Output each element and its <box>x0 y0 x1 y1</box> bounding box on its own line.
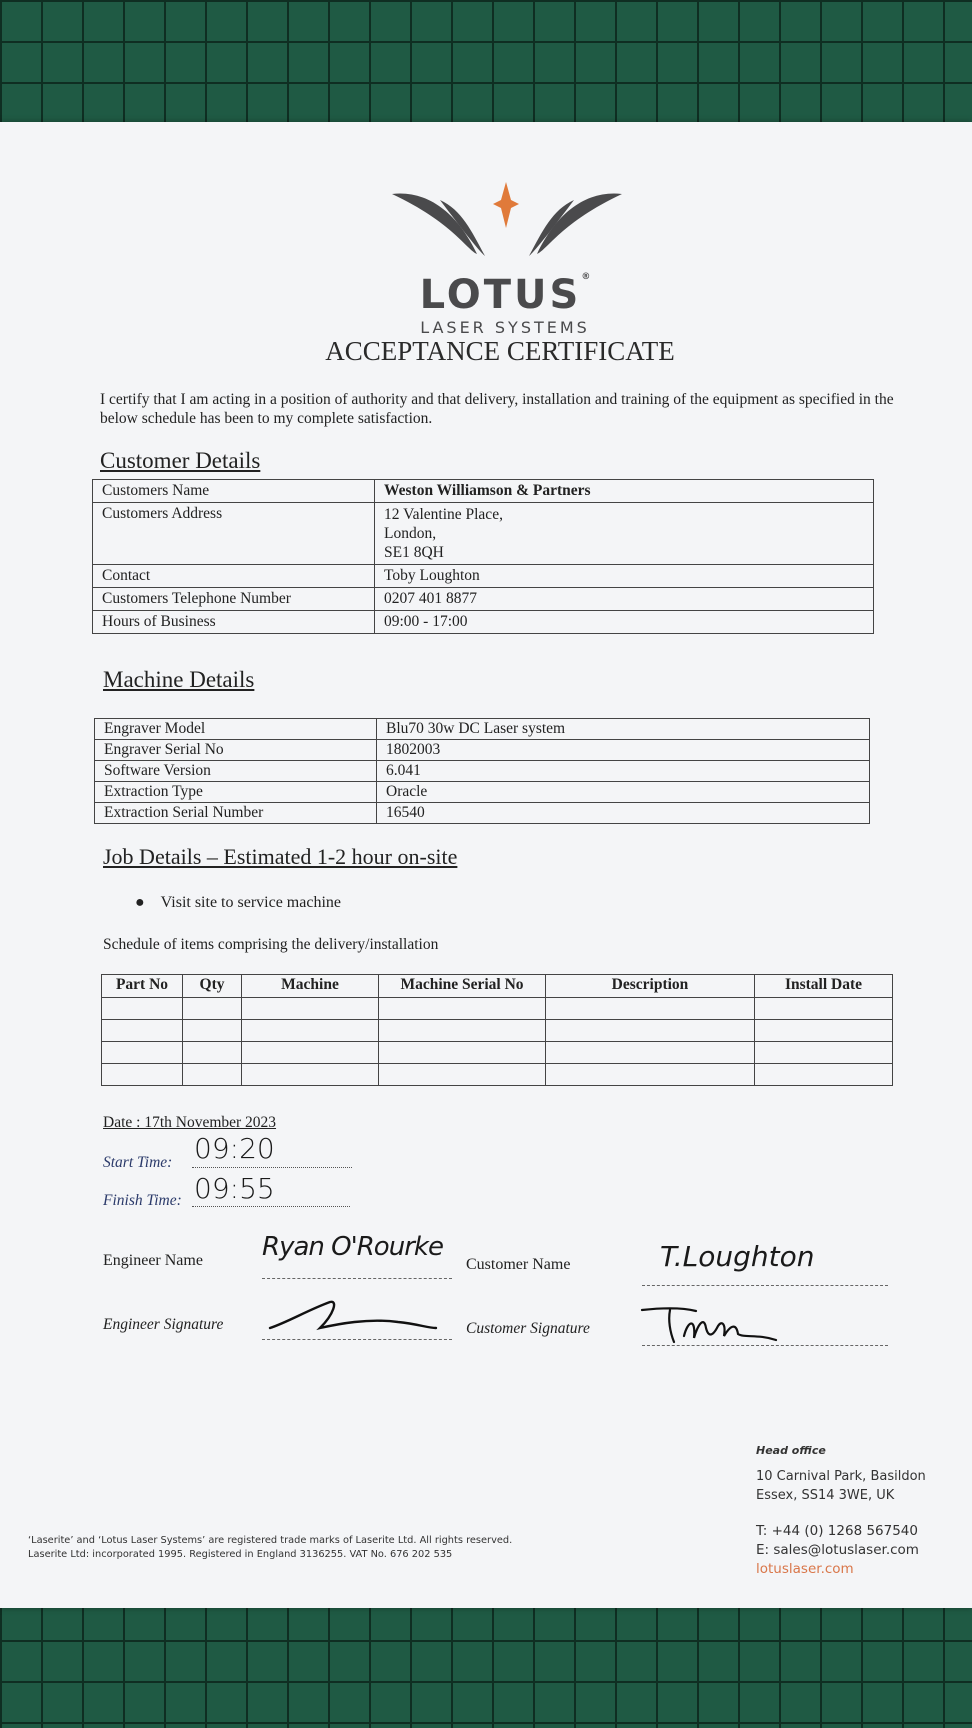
table-row <box>93 503 874 565</box>
table-row <box>95 782 870 803</box>
table-row <box>95 761 870 782</box>
schedule-caption: Schedule of items comprising the delivery/installation <box>103 936 439 953</box>
legal-notice: ‘Laserite’ and ‘Lotus Laser Systems’ are registered trade marks of Laserite Ltd. All rights reserved. Laserite Ltd: incorporated 1995. Registered in England 3136255. VAT No. 676 202 535 <box>28 1535 513 1560</box>
table-cell: Software Version <box>95 761 377 782</box>
customer-name-line <box>642 1284 888 1286</box>
table-row <box>93 588 874 611</box>
table-cell: 16540 <box>377 803 870 824</box>
finish-time-label: Finish Time: <box>103 1192 182 1209</box>
customer-details-heading: Customer Details <box>100 448 261 473</box>
column-header: Install Date <box>755 975 893 998</box>
bullet-icon: ● <box>135 894 145 911</box>
engineer-name-label: Engineer Name <box>103 1252 203 1269</box>
date-line: Date : 17th November 2023 <box>103 1114 277 1131</box>
table-row <box>102 998 893 1020</box>
lotus-logo-icon <box>392 162 622 262</box>
table-row <box>93 565 874 588</box>
table-cell: Customers Telephone Number <box>93 588 375 611</box>
table-cell: Customers Name <box>93 480 375 503</box>
start-time-line <box>192 1166 352 1168</box>
table-cell: Extraction Serial Number <box>95 803 377 824</box>
table-cell: Extraction Type <box>95 782 377 803</box>
certification-statement: I certify that I am acting in a position of authority and that delivery, installation and training of the equipment as specified in the below schedule has been to my complete satisfaction. <box>100 391 894 427</box>
table-cell: 09:00 - 17:00 <box>375 611 874 634</box>
customer-name-value: T.Loughton <box>660 1240 815 1273</box>
table-row <box>95 719 870 740</box>
head-office-label: Head office <box>756 1444 826 1457</box>
table-row <box>102 1042 893 1064</box>
start-time-label: Start Time: <box>103 1154 173 1171</box>
column-header: Qty <box>183 975 242 998</box>
customer-details-table <box>92 479 874 634</box>
table-cell: Engraver Serial No <box>95 740 377 761</box>
customer-signature-mark <box>640 1302 790 1348</box>
table-cell: 1802003 <box>377 740 870 761</box>
schedule-table <box>101 974 893 1086</box>
table-row <box>93 611 874 634</box>
table-cell: Engraver Model <box>95 719 377 740</box>
brand-name: LOTUS® <box>419 272 591 318</box>
engineer-signature-label: Engineer Signature <box>103 1316 224 1333</box>
start-time-value: 09:20 <box>194 1132 275 1165</box>
table-header-row <box>102 975 893 998</box>
table-row <box>95 803 870 824</box>
table-cell: Oracle <box>377 782 870 803</box>
engineer-signature-line <box>262 1338 452 1340</box>
column-header: Machine Serial No <box>379 975 546 998</box>
certificate-page <box>0 122 972 1608</box>
table-cell: 0207 401 8877 <box>375 588 874 611</box>
engineer-name-value: Ryan O'Rourke <box>262 1232 443 1262</box>
list-item: ● Visit site to service machine <box>135 894 341 911</box>
column-header: Machine <box>242 975 379 998</box>
finish-time-value: 09:55 <box>194 1172 275 1205</box>
engineer-name-line <box>262 1277 452 1279</box>
column-header: Part No <box>102 975 183 998</box>
phone-number: T: +44 (0) 1268 567540 <box>756 1523 918 1539</box>
job-details-heading: Job Details – Estimated 1-2 hour on-site <box>103 844 458 869</box>
column-header: Description <box>546 975 755 998</box>
contact-details <box>756 1522 919 1579</box>
table-cell: Weston Williamson & Partners <box>375 480 874 503</box>
table-cell: Blu70 30w DC Laser system <box>377 719 870 740</box>
table-cell: Toby Loughton <box>375 565 874 588</box>
engineer-signature-mark <box>268 1294 438 1338</box>
machine-details-table <box>94 718 870 824</box>
page-title: ACCEPTANCE CERTIFICATE <box>325 336 675 366</box>
table-row <box>102 1020 893 1042</box>
head-office-address: 10 Carnival Park, Basildon Essex, SS14 3WE, UK <box>756 1469 926 1503</box>
machine-details-heading: Machine Details <box>103 667 255 692</box>
table-cell: Contact <box>93 565 375 588</box>
brand-subtitle: LASER SYSTEMS <box>420 318 590 337</box>
email-link[interactable]: E: sales@lotuslaser.com <box>756 1542 919 1558</box>
table-row <box>93 480 874 503</box>
table-cell: 6.041 <box>377 761 870 782</box>
table-row <box>102 1064 893 1086</box>
customer-name-label: Customer Name <box>466 1256 571 1273</box>
customer-signature-label: Customer Signature <box>466 1320 590 1337</box>
table-cell: Hours of Business <box>93 611 375 634</box>
table-row <box>95 740 870 761</box>
table-cell: Customers Address <box>93 503 375 565</box>
finish-time-line <box>192 1205 350 1207</box>
table-cell: 12 Valentine Place, London, SE1 8QH <box>375 503 874 565</box>
website-link[interactable]: lotuslaser.com <box>756 1561 854 1577</box>
